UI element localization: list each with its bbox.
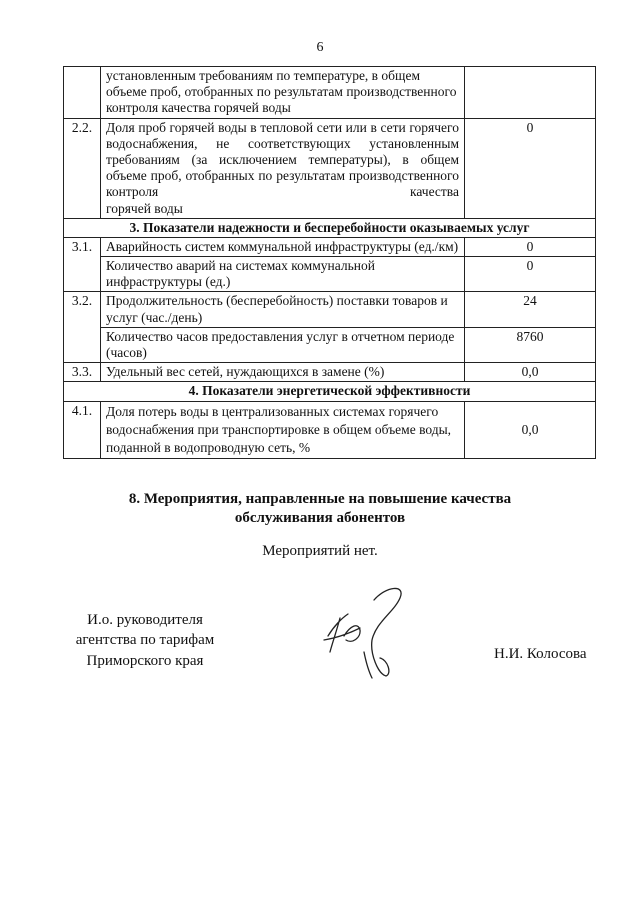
row-text: Доля потерь воды в централизованных системах горячего водоснабжения при транспортировке в общем объеме воды, поданной в водопроводную сеть, % <box>101 401 465 459</box>
row-value <box>465 67 596 119</box>
row-text: установленным требованиям по температуре, в общем объеме проб, отобранных по результатам производственного контроля качества горячей воды <box>101 67 465 119</box>
handwritten-signature <box>314 578 414 688</box>
row-value: 0 <box>465 118 596 218</box>
table-row <box>64 118 596 218</box>
section-8-title-line1: 8. Мероприятия, направленные на повышение качества <box>128 491 512 507</box>
table-row <box>64 257 596 292</box>
section-4-title: 4. Показатели энергетической эффективности <box>64 382 596 401</box>
row-text-main: Доля проб горячей воды в тепловой сети или в сети горячего водоснабжения, не соответствующих установленным требованиям (за исключением температуры), в общем объеме проб, отобранных по результатам производственного контроля качества <box>106 119 459 200</box>
signatory-line3: Приморского края <box>86 652 204 669</box>
row-text: Удельный вес сетей, нуждающихся в замене (%) <box>101 363 465 382</box>
section-3-title: 3. Показатели надежности и бесперебойности оказываемых услуг <box>64 218 596 237</box>
row-text: Аварийность систем коммунальной инфраструктуры (ед./км) <box>101 237 465 256</box>
indicators-table <box>63 66 596 459</box>
section-8-title-line2: обслуживания абонентов <box>234 509 406 526</box>
section-row <box>64 382 596 401</box>
row-value: 24 <box>465 292 596 327</box>
row-number: 4.1. <box>64 401 101 459</box>
section-8-body: Мероприятий нет. <box>262 543 378 559</box>
row-text-last: горячей воды <box>106 200 183 216</box>
table-row <box>64 67 596 119</box>
table-row <box>64 327 596 362</box>
row-value: 0,0 <box>465 363 596 382</box>
signatory-position <box>60 610 230 671</box>
table-row <box>64 237 596 256</box>
table-row <box>64 401 596 459</box>
row-text: Продолжительность (бесперебойность) поставки товаров и услуг (час./день) <box>101 292 465 327</box>
row-number <box>64 67 101 119</box>
section-8-title <box>0 490 640 528</box>
row-text <box>101 118 465 218</box>
table-row <box>64 292 596 327</box>
row-number: 2.2. <box>64 118 101 218</box>
table-row <box>64 363 596 382</box>
signatory-line2: агентства по тарифам <box>75 632 215 649</box>
row-value: 0 <box>465 237 596 256</box>
row-value: 0,0 <box>465 401 596 459</box>
row-value: 8760 <box>465 327 596 362</box>
row-text: Количество аварий на системах коммунальной инфраструктуры (ед.) <box>101 257 465 292</box>
row-number: 3.3. <box>64 363 101 382</box>
row-value: 0 <box>465 257 596 292</box>
section-row <box>64 218 596 237</box>
row-number: 3.1. <box>64 237 101 292</box>
page-number: 6 <box>316 40 324 55</box>
signatory-name: Н.И. Колосова <box>494 646 587 662</box>
row-text: Количество часов предоставления услуг в отчетном периоде (часов) <box>101 327 465 362</box>
row-number: 3.2. <box>64 292 101 363</box>
signatory-line1: И.о. руководителя <box>87 612 203 628</box>
